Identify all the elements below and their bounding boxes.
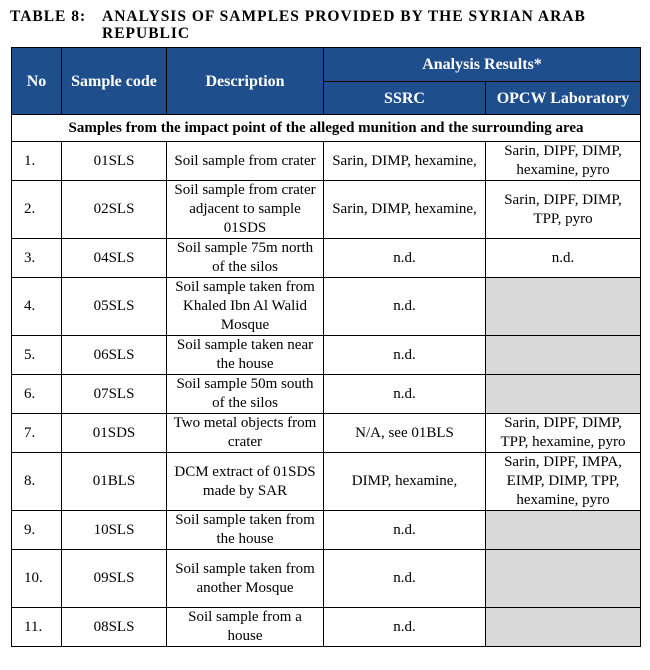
sample-code: 01SDS xyxy=(62,414,167,453)
sample-code: 02SLS xyxy=(62,181,167,239)
table-label: TABLE 8: xyxy=(10,8,87,25)
table-row xyxy=(12,375,641,414)
ssrc-result: n.d. xyxy=(324,608,486,647)
opcw-result xyxy=(486,375,641,414)
table-row xyxy=(12,278,641,336)
row-number: 1. xyxy=(12,142,62,181)
opcw-result xyxy=(486,608,641,647)
row-number: 2. xyxy=(12,181,62,239)
sample-code: 07SLS xyxy=(62,375,167,414)
table-row xyxy=(12,608,641,647)
table-title-line-1: ANALYSIS OF SAMPLES PROVIDED BY THE SYRIAN ARAB xyxy=(102,8,586,25)
ssrc-result: N/A, see 01BLS xyxy=(324,414,486,453)
section-row xyxy=(12,115,641,142)
description: Soil sample taken from Khaled Ibn Al Walid Mosque xyxy=(167,278,324,336)
header-ssrc: SSRC xyxy=(324,82,486,115)
row-number: 5. xyxy=(12,336,62,375)
header-sample-code: Sample code xyxy=(62,48,167,115)
ssrc-result: n.d. xyxy=(324,511,486,550)
sample-code: 01SLS xyxy=(62,142,167,181)
row-number: 8. xyxy=(12,453,62,511)
opcw-result: Sarin, DIPF, DIMP, TPP, pyro xyxy=(486,181,641,239)
sample-code: 10SLS xyxy=(62,511,167,550)
description: Soil sample taken from the house xyxy=(167,511,324,550)
description: Soil sample from crater xyxy=(167,142,324,181)
row-number: 3. xyxy=(12,239,62,278)
description: Soil sample from crater adjacent to sample 01SDS xyxy=(167,181,324,239)
table-row xyxy=(12,453,641,511)
row-number: 9. xyxy=(12,511,62,550)
ssrc-result: n.d. xyxy=(324,336,486,375)
description: Soil sample from a house xyxy=(167,608,324,647)
description: DCM extract of 01SDS made by SAR xyxy=(167,453,324,511)
opcw-result xyxy=(486,550,641,608)
ssrc-result: DIMP, hexamine, xyxy=(324,453,486,511)
sample-code: 06SLS xyxy=(62,336,167,375)
ssrc-result: Sarin, DIMP, hexamine, xyxy=(324,181,486,239)
ssrc-result: n.d. xyxy=(324,375,486,414)
description: Soil sample 75m north of the silos xyxy=(167,239,324,278)
ssrc-result: n.d. xyxy=(324,550,486,608)
opcw-result xyxy=(486,278,641,336)
analysis-table xyxy=(11,47,641,647)
row-number: 4. xyxy=(12,278,62,336)
section-heading: Samples from the impact point of the alleged munition and the surrounding area xyxy=(12,115,641,142)
row-number: 7. xyxy=(12,414,62,453)
header-opcw: OPCW Laboratory xyxy=(486,82,641,115)
ssrc-result: Sarin, DIMP, hexamine, xyxy=(324,142,486,181)
ssrc-result: n.d. xyxy=(324,278,486,336)
table-row xyxy=(12,550,641,608)
row-number: 10. xyxy=(12,550,62,608)
table-row xyxy=(12,336,641,375)
sample-code: 04SLS xyxy=(62,239,167,278)
table-caption xyxy=(10,8,586,42)
opcw-result: Sarin, DIPF, IMPA, EIMP, DIMP, TPP, hexamine, pyro xyxy=(486,453,641,511)
row-number: 11. xyxy=(12,608,62,647)
sample-code: 01BLS xyxy=(62,453,167,511)
table-row xyxy=(12,142,641,181)
opcw-result xyxy=(486,336,641,375)
table-row xyxy=(12,414,641,453)
row-number: 6. xyxy=(12,375,62,414)
table-row xyxy=(12,511,641,550)
opcw-result: Sarin, DIPF, DIMP, hexamine, pyro xyxy=(486,142,641,181)
sample-code: 05SLS xyxy=(62,278,167,336)
header-analysis-results: Analysis Results* xyxy=(324,48,641,82)
description: Two metal objects from crater xyxy=(167,414,324,453)
table-title-line-2: REPUBLIC xyxy=(102,25,191,42)
sample-code: 09SLS xyxy=(62,550,167,608)
table-row xyxy=(12,181,641,239)
header-no: No xyxy=(12,48,62,115)
ssrc-result: n.d. xyxy=(324,239,486,278)
description: Soil sample taken from another Mosque xyxy=(167,550,324,608)
description: Soil sample taken near the house xyxy=(167,336,324,375)
header-description: Description xyxy=(167,48,324,115)
table-body xyxy=(12,115,641,647)
opcw-result: Sarin, DIPF, DIMP, TPP, hexamine, pyro xyxy=(486,414,641,453)
opcw-result: n.d. xyxy=(486,239,641,278)
sample-code: 08SLS xyxy=(62,608,167,647)
table-row xyxy=(12,239,641,278)
description: Soil sample 50m south of the silos xyxy=(167,375,324,414)
opcw-result xyxy=(486,511,641,550)
